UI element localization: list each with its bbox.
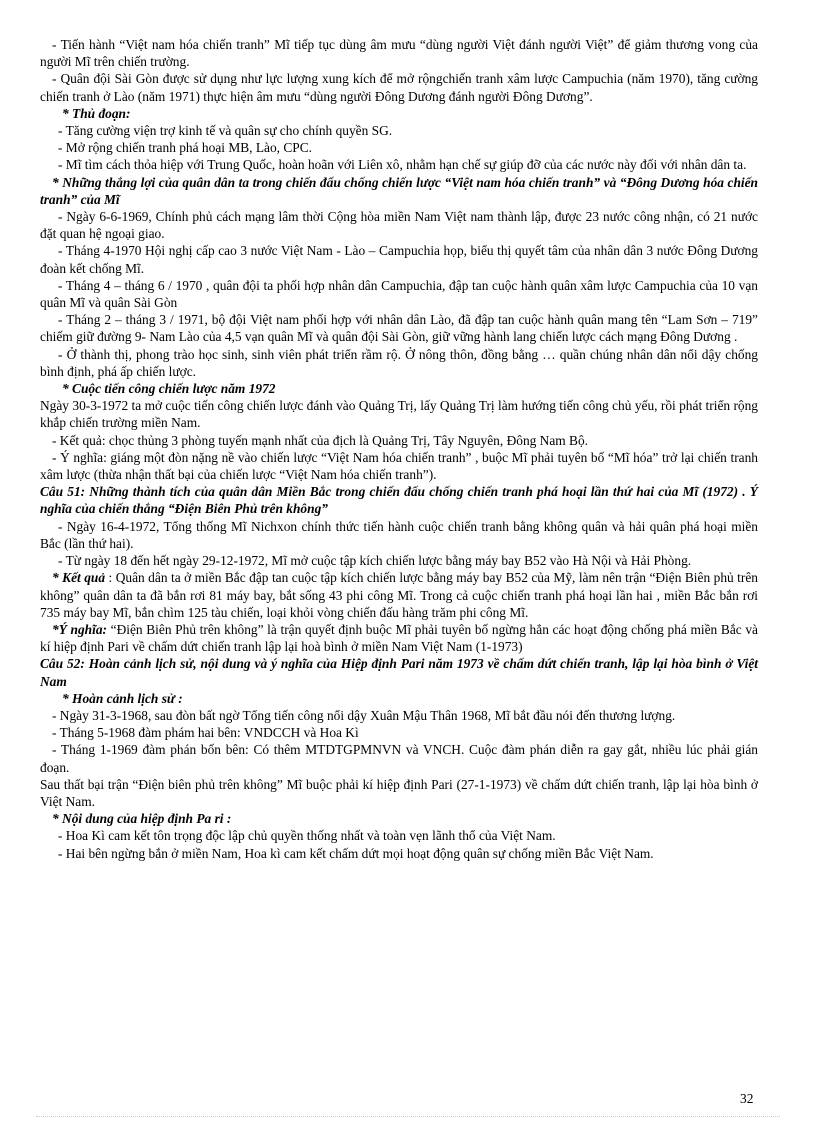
document-body <box>40 36 758 862</box>
body-paragraph: - Hoa Kì cam kết tôn trọng độc lập chủ quyền thống nhất và toàn vẹn lãnh thổ của Việt Nam. <box>58 828 556 844</box>
body-paragraph: - Tháng 5-1968 đàm phám hai bên: VNDCCH và Hoa Kì <box>52 725 359 741</box>
body-paragraph: Sau thất bại trận “Điện biên phủ trên không” Mĩ buộc phải kí hiệp định Pari (27-1-1973) về chấm dứt chiến tranh, lập lại hòa bình ở Việt Nam. <box>40 776 758 809</box>
body-paragraph: - Ngày 6-6-1969, Chính phủ cách mạng lâm thời Cộng hòa miền Nam Việt nam thành lập, được 23 nước công nhận, có 21 nước đặt quan hệ ngoại giao. <box>40 209 758 242</box>
labeled-paragraph <box>40 569 758 621</box>
body-paragraph: - Tháng 4 – tháng 6 / 1970 , quân đội ta phối hợp nhân dân Campuchia, đập tan cuộc hành quân xâm lược Campuchia của 10 vạn quân Mĩ và quân Sài Gòn <box>40 277 758 311</box>
body-paragraph: - Quân đội Sài Gòn được sử dụng như lực lượng xung kích để mở rộngchiến tranh xâm lược Campuchia (năm 1970), tăng cường chiến tranh ở Lào (năm 1971) thực hiện âm mưu “dùng người Đông Dương đánh người Đông Dương”. <box>40 71 758 104</box>
section-heading: * Hoàn cảnh lịch sử : <box>62 690 183 706</box>
body-paragraph: - Tháng 4-1970 Hội nghị cấp cao 3 nước Việt Nam - Lào – Campuchia họp, biểu thị quyết tâm của nhân dân 3 nước Đông Dương đoàn kết chống Mĩ. <box>40 243 758 276</box>
body-paragraph: - Mở rộng chiến tranh phá hoại MB, Lào, CPC. <box>58 140 313 156</box>
body-paragraph: - Tăng cường viện trợ kinh tế và quân sự cho chính quyền SG. <box>58 123 393 139</box>
body-paragraph: - Ý nghĩa: giáng một đòn nặng nề vào chiến lược “Việt Nam hóa chiến tranh” , buộc Mĩ phải tuyên bố “Mĩ hóa” trở lại chiến tranh xâm lược (thừa nhận thất bại của chiến lược “Việt Nam hóa chiến tranh”). <box>40 449 758 483</box>
body-paragraph: Ngày 30-3-1972 ta mở cuộc tiến công chiến lược đánh vào Quảng Trị, lấy Quảng Trị làm hướng tiến công chủ yếu, rồi phát triển rộng khắp chiến trường miền Nam. <box>40 398 758 431</box>
labeled-paragraph <box>40 621 758 655</box>
section-heading: Câu 52: Hoàn cảnh lịch sử, nội dung và ý nghĩa của Hiệp định Pari năm 1973 về chấm dứt chiến tranh, lập lại hòa bình ở Việt Nam <box>40 656 758 689</box>
section-heading: * Nội dung của hiệp định Pa ri : <box>52 811 232 827</box>
section-heading: * Cuộc tiến công chiến lược năm 1972 <box>62 381 276 397</box>
section-heading: Câu 51: Những thành tích của quân dân Miền Bắc trong chiến đấu chống chiến tranh phá hoại lần thứ hai của Mĩ (1972) . Ý nghĩa của chiến thắng “Điện Biên Phủ trên không” <box>40 484 758 517</box>
body-paragraph: - Mĩ tìm cách thỏa hiệp với Trung Quốc, hoàn hoãn với Liên xô, nhằm hạn chế sự giúp đỡ của các nước này đối với nhân dân ta. <box>58 157 747 173</box>
body-paragraph: - Hai bên ngừng bắn ở miền Nam, Hoa kì cam kết chấm dứt mọi hoạt động quân sự chống miền Bắc Việt Nam. <box>58 845 654 861</box>
paragraph-label: *Ý nghĩa: <box>52 621 107 637</box>
section-heading: * Thủ đoạn: <box>62 105 131 121</box>
body-paragraph: - Từ ngày 18 đến hết ngày 29-12-1972, Mĩ mở cuộc tập kích chiến lược bằng máy bay B52 vào Hà Nội và Hải Phòng. <box>58 553 692 569</box>
body-paragraph: - Tháng 2 – tháng 3 / 1971, bộ đội Việt nam phối hợp với nhân dân Lào, đã đập tan cuộc hành quân mang tên “Lam Sơn – 719” chiếm giữ đường 9- Nam Lào của 4,5 vạn quân Mĩ và quân đội Sài Gòn, giữ vững hành lang chiến lược cách mạng Đông Dương . <box>40 312 758 345</box>
footer-divider <box>36 1116 780 1117</box>
body-paragraph: - Ngày 31-3-1968, sau đòn bất ngờ Tổng tiến công nổi dậy Xuân Mậu Thân 1968, Mĩ bắt đầu nói đến thương lượng. <box>52 707 676 723</box>
paragraph-text: “Điện Biên Phủ trên không” là trận quyết định buộc Mĩ phải tuyên bố ngừng hẳn các hoạt động chống phá miền Bắc và kí hiệp định Pari về chấm dứt chiến tranh lập lại hoà bình ở miền Nam Việt Nam (1-1973) <box>40 621 758 655</box>
body-paragraph: - Ngày 16-4-1972, Tổng thống Mĩ Nichxon chính thức tiến hành cuộc chiến tranh bằng không quân và hải quân phá hoại miền Bắc (lần thứ hai). <box>40 518 758 551</box>
body-paragraph: - Kết quả: chọc thủng 3 phòng tuyến mạnh nhất của địch là Quảng Trị, Tây Nguyên, Đông Nam Bộ. <box>52 432 589 448</box>
section-heading: * Những thắng lợi của quân dân ta trong chiến đấu chống chiến lược “Việt nam hóa chiến tranh” và “Đông Dương hóa chiến tranh” của Mĩ <box>40 174 758 207</box>
paragraph-label: * Kết quả <box>52 570 106 586</box>
body-paragraph: - Ở thành thị, phong trào học sinh, sinh viên phát triển rầm rộ. Ở nông thôn, đồng bằng … quần chúng nhân dân nổi dậy chống bình định, phá ấp chiến lược. <box>40 346 758 379</box>
page-number: 32 <box>740 1091 754 1106</box>
body-paragraph: - Tháng 1-1969 đàm phán bốn bên: Có thêm MTDTGPMNVN và VNCH. Cuộc đàm phán diễn ra gay gắt, nhiều lúc phải gián đoạn. <box>40 742 758 775</box>
body-paragraph: - Tiến hành “Việt nam hóa chiến tranh” Mĩ tiếp tục dùng âm mưu “dùng người Việt đánh người Việt” để giảm thương vong của người Mĩ trên chiến trường. <box>40 37 758 70</box>
paragraph-text: : Quân dân ta ở miền Bắc đập tan cuộc tập kích chiến lược bằng máy bay B52 của Mỹ, làm nên trận “Điện Biên phủ trên không” quân dân ta đã bắn rơi 81 máy bay, bắt sống 43 phi công Mĩ. Trong cả cuộc chiến tranh phá hoại lần hai , miền Bắc bắn rơi 735 máy bay Mĩ, bắn chìm 125 tàu chiến, loại khỏi vòng chiến đấu hàng trăm phi công Mĩ. <box>40 570 758 620</box>
